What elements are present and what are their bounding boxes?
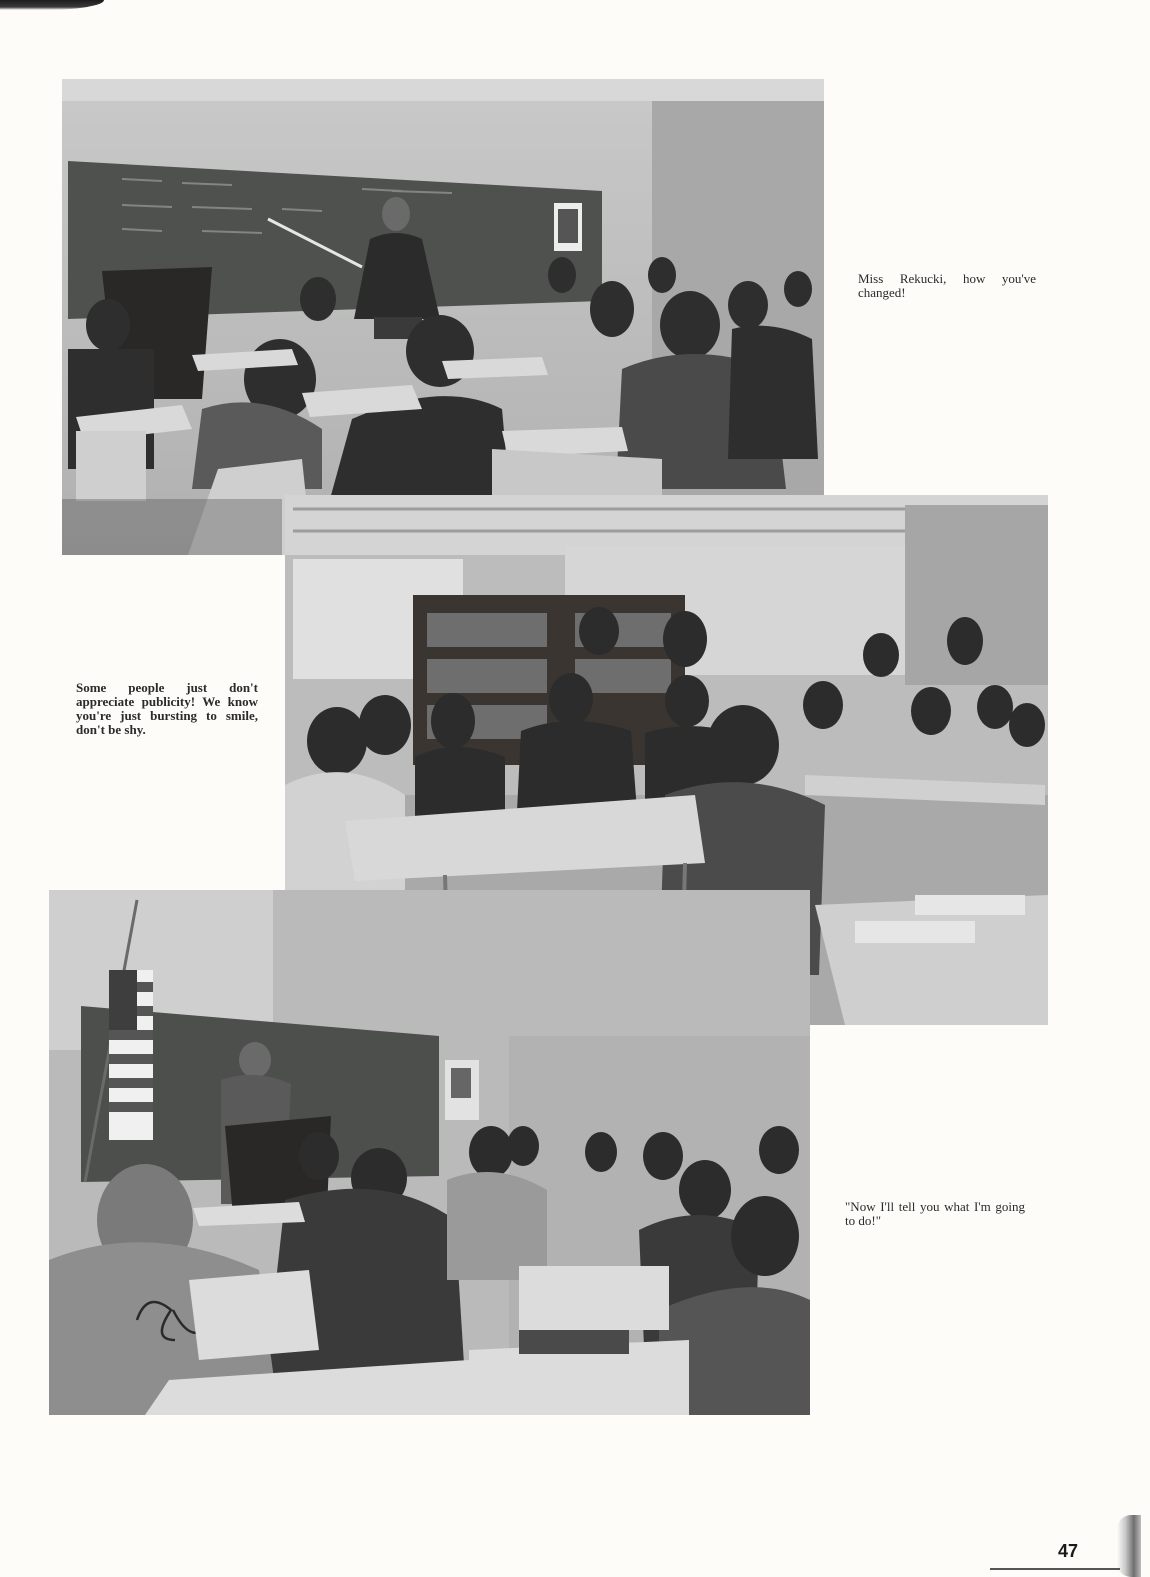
bottom-rule [990,1568,1120,1570]
caption-rekucki [858,272,1036,300]
photo-classroom-flag [49,890,810,1415]
caption-publicity [76,681,258,737]
caption-tell-you [845,1200,1025,1228]
caption-publicity-text: Some people just don't appreciate publicity! We know you're just bursting to smile, don't be shy. [76,680,258,737]
spine-scan-mark [1117,1515,1141,1577]
corner-scan-mark [0,0,104,10]
photo-classroom-chalkboard [62,79,824,555]
caption-tell-you-text: "Now I'll tell you what I'm going to do!" [845,1199,1025,1228]
caption-rekucki-text: Miss Rekucki, how you've changed! [858,271,1036,300]
page-number: 47 [1058,1541,1079,1561]
